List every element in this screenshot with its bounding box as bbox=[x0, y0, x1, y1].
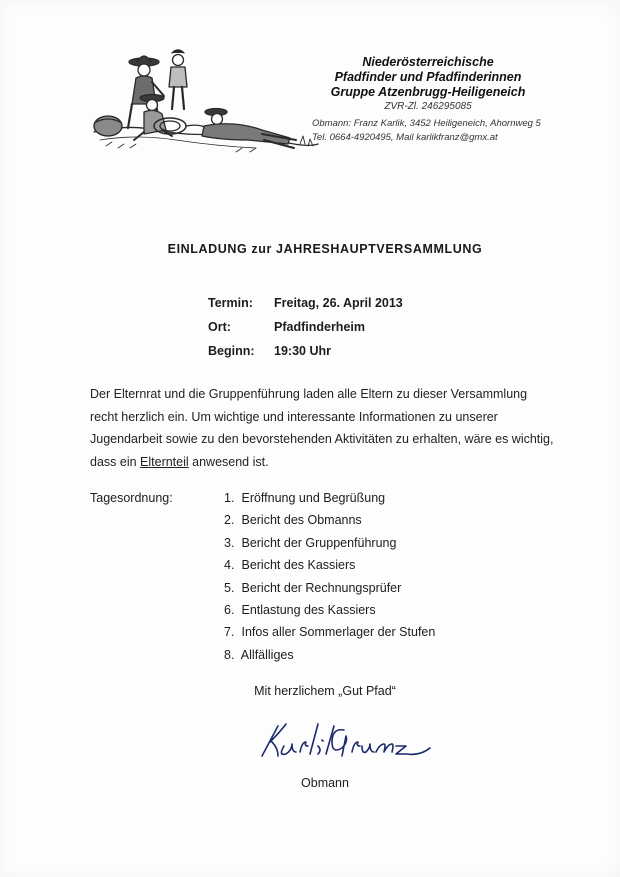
contact-phone-mail: Tel. 0664-4920495, Mail karlikfranz@gmx.at bbox=[312, 132, 498, 143]
page-title: EINLADUNG zur JAHRESHAUPTVERSAMMLUNG bbox=[167, 242, 483, 256]
paragraph-line bbox=[90, 451, 560, 474]
org-name-line: Gruppe Atzenbrugg-Heiligeneich bbox=[330, 85, 526, 99]
agenda-item bbox=[224, 509, 435, 531]
underlined-word: Elternteil bbox=[140, 455, 189, 470]
organization-block bbox=[312, 55, 544, 113]
agenda-text: Allfälliges bbox=[240, 647, 294, 662]
agenda-item bbox=[224, 644, 435, 666]
agenda-number: 1. bbox=[224, 491, 235, 505]
paragraph-text: dass ein bbox=[90, 455, 141, 470]
agenda-text: Bericht der Gruppenführung bbox=[241, 535, 397, 550]
invitation-paragraph bbox=[90, 383, 560, 474]
paragraph-line: Jugendarbeit sowie zu den bevorstehenden Aktivitäten zu erhalten, wäre es wichtig, bbox=[90, 432, 554, 447]
agenda-text: Infos aller Sommerlager der Stufen bbox=[241, 625, 436, 640]
detail-value: Pfadfinderheim bbox=[274, 320, 365, 334]
signer-role: Obmann bbox=[301, 776, 349, 790]
agenda-text: Entlastung des Kassiers bbox=[241, 602, 376, 617]
detail-row-termin bbox=[208, 291, 403, 315]
paragraph-line: Der Elternrat und die Gruppenführung laden alle Eltern zu dieser Versammlung bbox=[90, 387, 528, 401]
detail-label: Beginn: bbox=[208, 344, 255, 358]
agenda-item bbox=[224, 554, 435, 576]
scouts-illustration-icon bbox=[86, 40, 324, 162]
org-name-line: Niederösterreichische bbox=[362, 55, 494, 69]
zvr-number: ZVR-Zl. 246295085 bbox=[384, 101, 472, 112]
agenda-item bbox=[224, 487, 435, 509]
agenda-label: Tagesordnung: bbox=[90, 491, 173, 505]
paragraph-line: recht herzlich ein. Um wichtige und interessante Informationen zu unserer bbox=[90, 409, 498, 424]
agenda-text: Bericht des Kassiers bbox=[241, 558, 356, 573]
agenda-text: Bericht des Obmanns bbox=[241, 513, 362, 528]
paragraph-text: anwesend ist. bbox=[188, 455, 269, 470]
agenda-number: 4. bbox=[224, 558, 235, 573]
agenda-text: Eröffnung und Begrüßung bbox=[241, 491, 386, 505]
agenda-item bbox=[224, 599, 435, 621]
detail-row-ort bbox=[208, 315, 403, 339]
detail-label: Termin: bbox=[208, 296, 253, 310]
agenda-number: 6. bbox=[224, 602, 235, 617]
agenda-number: 3. bbox=[224, 535, 235, 550]
closing-greeting: Mit herzlichem „Gut Pfad“ bbox=[254, 684, 396, 698]
org-name-line: Pfadfinder und Pfadfinderinnen bbox=[334, 70, 522, 84]
agenda-item bbox=[224, 532, 435, 554]
agenda-item bbox=[224, 621, 435, 643]
agenda-number: 5. bbox=[224, 580, 235, 595]
handwritten-signature-icon bbox=[248, 712, 438, 772]
detail-label: Ort: bbox=[208, 320, 231, 334]
agenda-item bbox=[224, 577, 435, 599]
detail-row-beginn bbox=[208, 339, 403, 363]
agenda-number: 7. bbox=[224, 625, 235, 640]
agenda-number: 2. bbox=[224, 513, 235, 528]
detail-value: 19:30 Uhr bbox=[274, 344, 331, 358]
agenda-text: Bericht der Rechnungsprüfer bbox=[241, 580, 402, 595]
contact-block bbox=[312, 117, 568, 145]
agenda-list bbox=[224, 487, 435, 666]
agenda-number: 8. bbox=[224, 647, 235, 662]
detail-value: Freitag, 26. April 2013 bbox=[274, 296, 403, 310]
meeting-details bbox=[208, 291, 403, 363]
contact-address: Obmann: Franz Karlik, 3452 Heiligeneich, Ahornweg 5 bbox=[312, 118, 541, 129]
